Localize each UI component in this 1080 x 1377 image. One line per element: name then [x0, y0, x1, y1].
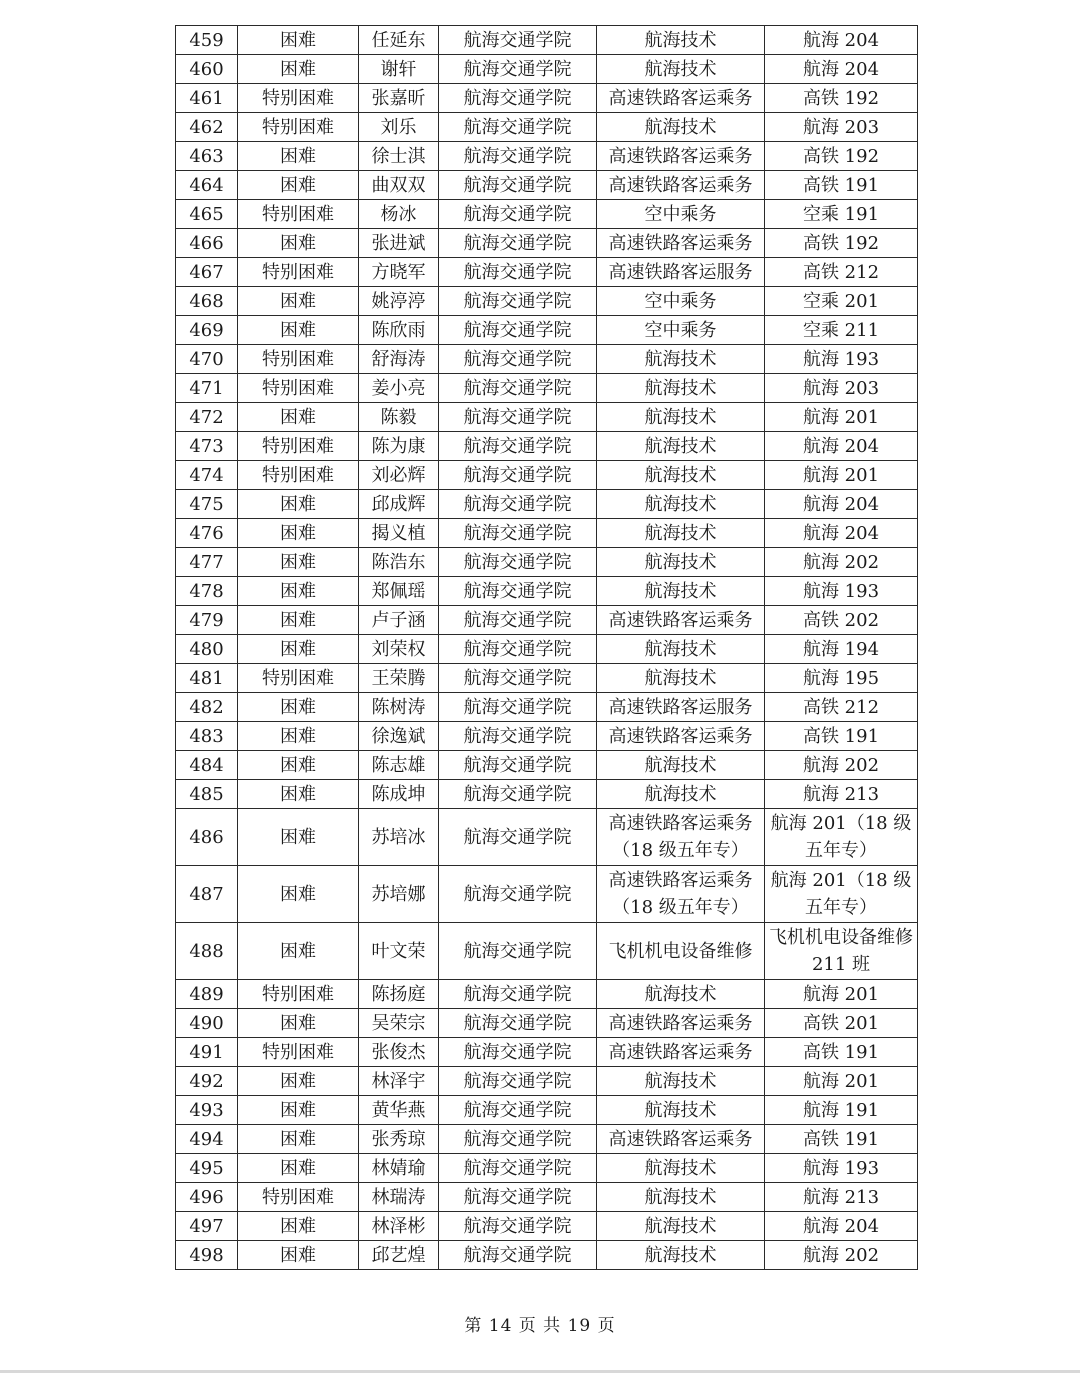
table-row: [176, 1067, 918, 1096]
college-cell: 航海交通学院: [439, 606, 597, 635]
table-row: [176, 548, 918, 577]
row-number-cell: 486: [176, 809, 238, 866]
table-row: [176, 693, 918, 722]
major-cell: 航海技术: [597, 1241, 765, 1270]
row-number-cell: 467: [176, 258, 238, 287]
hardship-level-cell: 困难: [238, 722, 359, 751]
table-row: [176, 1096, 918, 1125]
scan-bottom-edge: [0, 1370, 1080, 1373]
student-name-cell: 陈成坤: [359, 780, 439, 809]
college-cell: 航海交通学院: [439, 171, 597, 200]
row-number-cell: 464: [176, 171, 238, 200]
student-name-cell: 邱成辉: [359, 490, 439, 519]
row-number-cell: 476: [176, 519, 238, 548]
table-row: [176, 923, 918, 980]
major-cell: 飞机机电设备维修: [597, 923, 765, 980]
class-cell: 高铁 191: [765, 1038, 918, 1067]
major-cell: 高速铁路客运乘务: [597, 1009, 765, 1038]
college-cell: 航海交通学院: [439, 548, 597, 577]
table-row: [176, 635, 918, 664]
college-cell: 航海交通学院: [439, 1183, 597, 1212]
major-cell: 航海技术: [597, 664, 765, 693]
college-cell: 航海交通学院: [439, 722, 597, 751]
table-row: [176, 1125, 918, 1154]
hardship-level-cell: 特别困难: [238, 432, 359, 461]
college-cell: 航海交通学院: [439, 316, 597, 345]
college-cell: 航海交通学院: [439, 345, 597, 374]
student-name-cell: 郑佩瑶: [359, 577, 439, 606]
row-number-cell: 487: [176, 866, 238, 923]
major-cell: 航海技术: [597, 1183, 765, 1212]
class-cell: 航海 193: [765, 345, 918, 374]
major-cell: 航海技术: [597, 374, 765, 403]
table-row: [176, 780, 918, 809]
table-row: [176, 84, 918, 113]
college-cell: 航海交通学院: [439, 519, 597, 548]
student-name-cell: 张进斌: [359, 229, 439, 258]
row-number-cell: 461: [176, 84, 238, 113]
hardship-level-cell: 特别困难: [238, 664, 359, 693]
student-name-cell: 张嘉昕: [359, 84, 439, 113]
hardship-level-cell: 特别困难: [238, 1038, 359, 1067]
table-row: [176, 200, 918, 229]
class-cell: 航海 204: [765, 1212, 918, 1241]
major-cell: 航海技术: [597, 548, 765, 577]
hardship-level-cell: 困难: [238, 287, 359, 316]
student-name-cell: 邱艺煌: [359, 1241, 439, 1270]
class-cell: 高铁 192: [765, 142, 918, 171]
college-cell: 航海交通学院: [439, 1038, 597, 1067]
hardship-level-cell: 特别困难: [238, 980, 359, 1009]
row-number-cell: 465: [176, 200, 238, 229]
row-number-cell: 463: [176, 142, 238, 171]
student-name-cell: 杨冰: [359, 200, 439, 229]
class-cell: 航海 202: [765, 751, 918, 780]
table-row: [176, 722, 918, 751]
college-cell: 航海交通学院: [439, 1067, 597, 1096]
hardship-level-cell: 困难: [238, 577, 359, 606]
hardship-level-cell: 困难: [238, 1125, 359, 1154]
student-name-cell: 姜小亮: [359, 374, 439, 403]
class-cell: 航海 202: [765, 1241, 918, 1270]
hardship-level-cell: 困难: [238, 403, 359, 432]
class-cell: 高铁 212: [765, 258, 918, 287]
college-cell: 航海交通学院: [439, 229, 597, 258]
class-cell: 航海 191: [765, 1096, 918, 1125]
table-row: [176, 432, 918, 461]
major-cell: 航海技术: [597, 1212, 765, 1241]
college-cell: 航海交通学院: [439, 780, 597, 809]
college-cell: 航海交通学院: [439, 200, 597, 229]
table-row: [176, 751, 918, 780]
major-cell: 航海技术: [597, 519, 765, 548]
class-cell: 高铁 192: [765, 229, 918, 258]
student-name-cell: 苏培娜: [359, 866, 439, 923]
hardship-level-cell: 困难: [238, 519, 359, 548]
table-row: [176, 577, 918, 606]
major-cell: 航海技术: [597, 432, 765, 461]
table-row: [176, 664, 918, 693]
college-cell: 航海交通学院: [439, 1009, 597, 1038]
college-cell: 航海交通学院: [439, 635, 597, 664]
student-name-cell: 林婧瑜: [359, 1154, 439, 1183]
college-cell: 航海交通学院: [439, 1212, 597, 1241]
table-row: [176, 171, 918, 200]
hardship-level-cell: 困难: [238, 1241, 359, 1270]
major-cell: 高速铁路客运乘务: [597, 142, 765, 171]
major-cell: 航海技术: [597, 1096, 765, 1125]
table-row: [176, 55, 918, 84]
major-cell: 航海技术: [597, 113, 765, 142]
table-row: [176, 866, 918, 923]
class-cell: 航海 201（18 级五年专）: [765, 809, 918, 866]
student-name-cell: 陈毅: [359, 403, 439, 432]
college-cell: 航海交通学院: [439, 113, 597, 142]
class-cell: 航海 194: [765, 635, 918, 664]
major-cell: 航海技术: [597, 635, 765, 664]
table-row: [176, 1154, 918, 1183]
table-row: [176, 980, 918, 1009]
college-cell: 航海交通学院: [439, 142, 597, 171]
hardship-level-cell: 困难: [238, 55, 359, 84]
hardship-level-cell: 特别困难: [238, 113, 359, 142]
major-cell: 高速铁路客运服务: [597, 693, 765, 722]
table-row: [176, 1241, 918, 1270]
student-name-cell: 刘必辉: [359, 461, 439, 490]
college-cell: 航海交通学院: [439, 1154, 597, 1183]
hardship-level-cell: 困难: [238, 780, 359, 809]
row-number-cell: 468: [176, 287, 238, 316]
hardship-level-cell: 困难: [238, 693, 359, 722]
college-cell: 航海交通学院: [439, 1096, 597, 1125]
major-cell: 航海技术: [597, 751, 765, 780]
class-cell: 航海 201（18 级五年专）: [765, 866, 918, 923]
student-name-cell: 陈扬庭: [359, 980, 439, 1009]
major-cell: 航海技术: [597, 403, 765, 432]
college-cell: 航海交通学院: [439, 461, 597, 490]
row-number-cell: 497: [176, 1212, 238, 1241]
major-cell: 航海技术: [597, 55, 765, 84]
major-cell: 高速铁路客运乘务: [597, 606, 765, 635]
row-number-cell: 466: [176, 229, 238, 258]
table-row: [176, 142, 918, 171]
class-cell: 航海 213: [765, 1183, 918, 1212]
row-number-cell: 471: [176, 374, 238, 403]
student-name-cell: 林泽宇: [359, 1067, 439, 1096]
row-number-cell: 495: [176, 1154, 238, 1183]
class-cell: 航海 204: [765, 26, 918, 55]
hardship-level-cell: 困难: [238, 1009, 359, 1038]
row-number-cell: 481: [176, 664, 238, 693]
hardship-level-cell: 困难: [238, 26, 359, 55]
college-cell: 航海交通学院: [439, 1125, 597, 1154]
row-number-cell: 493: [176, 1096, 238, 1125]
student-name-cell: 方晓军: [359, 258, 439, 287]
major-cell: 高速铁路客运乘务: [597, 1125, 765, 1154]
row-number-cell: 474: [176, 461, 238, 490]
table-row: [176, 1009, 918, 1038]
row-number-cell: 462: [176, 113, 238, 142]
class-cell: 航海 202: [765, 548, 918, 577]
student-name-cell: 苏培冰: [359, 809, 439, 866]
table-row: [176, 606, 918, 635]
student-name-cell: 任延东: [359, 26, 439, 55]
college-cell: 航海交通学院: [439, 84, 597, 113]
major-cell: 高速铁路客运乘务（18 级五年专）: [597, 809, 765, 866]
row-number-cell: 483: [176, 722, 238, 751]
college-cell: 航海交通学院: [439, 980, 597, 1009]
table-row: [176, 1038, 918, 1067]
row-number-cell: 473: [176, 432, 238, 461]
table-row: [176, 316, 918, 345]
college-cell: 航海交通学院: [439, 577, 597, 606]
student-name-cell: 陈为康: [359, 432, 439, 461]
table-row: [176, 26, 918, 55]
hardship-level-cell: 特别困难: [238, 200, 359, 229]
student-name-cell: 揭义植: [359, 519, 439, 548]
class-cell: 航海 204: [765, 432, 918, 461]
table-row: [176, 461, 918, 490]
college-cell: 航海交通学院: [439, 923, 597, 980]
major-cell: 空中乘务: [597, 316, 765, 345]
major-cell: 高速铁路客运服务: [597, 258, 765, 287]
hardship-level-cell: 困难: [238, 548, 359, 577]
college-cell: 航海交通学院: [439, 866, 597, 923]
major-cell: 高速铁路客运乘务: [597, 229, 765, 258]
class-cell: 航海 203: [765, 374, 918, 403]
row-number-cell: 480: [176, 635, 238, 664]
row-number-cell: 459: [176, 26, 238, 55]
table-row: [176, 287, 918, 316]
class-cell: 高铁 201: [765, 1009, 918, 1038]
student-aid-table: [175, 25, 918, 1270]
table-body: [176, 26, 918, 1270]
class-cell: 高铁 191: [765, 171, 918, 200]
class-cell: 航海 201: [765, 403, 918, 432]
student-name-cell: 林瑞涛: [359, 1183, 439, 1212]
row-number-cell: 489: [176, 980, 238, 1009]
hardship-level-cell: 特别困难: [238, 258, 359, 287]
student-name-cell: 黄华燕: [359, 1096, 439, 1125]
major-cell: 航海技术: [597, 345, 765, 374]
hardship-level-cell: 困难: [238, 1154, 359, 1183]
class-cell: 高铁 202: [765, 606, 918, 635]
college-cell: 航海交通学院: [439, 1241, 597, 1270]
class-cell: 航海 195: [765, 664, 918, 693]
major-cell: 高速铁路客运乘务（18 级五年专）: [597, 866, 765, 923]
college-cell: 航海交通学院: [439, 403, 597, 432]
table-row: [176, 519, 918, 548]
student-name-cell: 曲双双: [359, 171, 439, 200]
college-cell: 航海交通学院: [439, 55, 597, 84]
table-row: [176, 403, 918, 432]
class-cell: 航海 201: [765, 1067, 918, 1096]
hardship-level-cell: 困难: [238, 923, 359, 980]
major-cell: 航海技术: [597, 1154, 765, 1183]
college-cell: 航海交通学院: [439, 374, 597, 403]
student-name-cell: 王荣腾: [359, 664, 439, 693]
row-number-cell: 490: [176, 1009, 238, 1038]
student-name-cell: 陈浩东: [359, 548, 439, 577]
major-cell: 空中乘务: [597, 287, 765, 316]
college-cell: 航海交通学院: [439, 26, 597, 55]
row-number-cell: 482: [176, 693, 238, 722]
student-name-cell: 徐逸斌: [359, 722, 439, 751]
college-cell: 航海交通学院: [439, 287, 597, 316]
major-cell: 航海技术: [597, 1067, 765, 1096]
hardship-level-cell: 困难: [238, 1067, 359, 1096]
hardship-level-cell: 困难: [238, 1096, 359, 1125]
class-cell: 空乘 211: [765, 316, 918, 345]
table-row: [176, 809, 918, 866]
student-name-cell: 林泽彬: [359, 1212, 439, 1241]
class-cell: 航海 213: [765, 780, 918, 809]
row-number-cell: 479: [176, 606, 238, 635]
hardship-level-cell: 特别困难: [238, 461, 359, 490]
hardship-level-cell: 特别困难: [238, 374, 359, 403]
hardship-level-cell: 特别困难: [238, 1183, 359, 1212]
hardship-level-cell: 困难: [238, 316, 359, 345]
row-number-cell: 494: [176, 1125, 238, 1154]
student-name-cell: 谢轩: [359, 55, 439, 84]
hardship-level-cell: 特别困难: [238, 345, 359, 374]
hardship-level-cell: 困难: [238, 229, 359, 258]
major-cell: 高速铁路客运乘务: [597, 171, 765, 200]
page-footer: 第 14 页 共 19 页: [464, 1316, 616, 1336]
class-cell: 高铁 191: [765, 1125, 918, 1154]
major-cell: 航海技术: [597, 980, 765, 1009]
row-number-cell: 477: [176, 548, 238, 577]
major-cell: 航海技术: [597, 577, 765, 606]
student-name-cell: 陈欣雨: [359, 316, 439, 345]
student-name-cell: 卢子涵: [359, 606, 439, 635]
row-number-cell: 460: [176, 55, 238, 84]
student-name-cell: 刘乐: [359, 113, 439, 142]
class-cell: 高铁 191: [765, 722, 918, 751]
major-cell: 航海技术: [597, 461, 765, 490]
table-row: [176, 229, 918, 258]
student-name-cell: 徐士淇: [359, 142, 439, 171]
row-number-cell: 472: [176, 403, 238, 432]
table-row: [176, 1183, 918, 1212]
row-number-cell: 498: [176, 1241, 238, 1270]
class-cell: 高铁 212: [765, 693, 918, 722]
major-cell: 空中乘务: [597, 200, 765, 229]
row-number-cell: 484: [176, 751, 238, 780]
major-cell: 航海技术: [597, 490, 765, 519]
row-number-cell: 475: [176, 490, 238, 519]
class-cell: 航海 204: [765, 519, 918, 548]
hardship-level-cell: 困难: [238, 751, 359, 780]
student-name-cell: 陈树涛: [359, 693, 439, 722]
hardship-level-cell: 特别困难: [238, 84, 359, 113]
table-row: [176, 345, 918, 374]
student-name-cell: 姚渟渟: [359, 287, 439, 316]
college-cell: 航海交通学院: [439, 432, 597, 461]
major-cell: 航海技术: [597, 780, 765, 809]
row-number-cell: 485: [176, 780, 238, 809]
row-number-cell: 488: [176, 923, 238, 980]
student-name-cell: 陈志雄: [359, 751, 439, 780]
college-cell: 航海交通学院: [439, 809, 597, 866]
class-cell: 航海 201: [765, 980, 918, 1009]
class-cell: 空乘 201: [765, 287, 918, 316]
class-cell: 航海 193: [765, 1154, 918, 1183]
hardship-level-cell: 困难: [238, 635, 359, 664]
hardship-level-cell: 困难: [238, 490, 359, 519]
student-name-cell: 叶文荣: [359, 923, 439, 980]
row-number-cell: 491: [176, 1038, 238, 1067]
table-row: [176, 374, 918, 403]
row-number-cell: 478: [176, 577, 238, 606]
row-number-cell: 470: [176, 345, 238, 374]
table-row: [176, 490, 918, 519]
class-cell: 航海 201: [765, 461, 918, 490]
college-cell: 航海交通学院: [439, 693, 597, 722]
table-row: [176, 258, 918, 287]
row-number-cell: 469: [176, 316, 238, 345]
hardship-level-cell: 困难: [238, 1212, 359, 1241]
table-row: [176, 113, 918, 142]
student-name-cell: 吴荣宗: [359, 1009, 439, 1038]
major-cell: 高速铁路客运乘务: [597, 1038, 765, 1067]
college-cell: 航海交通学院: [439, 258, 597, 287]
hardship-level-cell: 困难: [238, 171, 359, 200]
college-cell: 航海交通学院: [439, 490, 597, 519]
student-name-cell: 舒海涛: [359, 345, 439, 374]
class-cell: 高铁 192: [765, 84, 918, 113]
student-name-cell: 刘荣权: [359, 635, 439, 664]
hardship-level-cell: 困难: [238, 606, 359, 635]
row-number-cell: 496: [176, 1183, 238, 1212]
student-name-cell: 张秀琼: [359, 1125, 439, 1154]
major-cell: 高速铁路客运乘务: [597, 722, 765, 751]
major-cell: 高速铁路客运乘务: [597, 84, 765, 113]
row-number-cell: 492: [176, 1067, 238, 1096]
college-cell: 航海交通学院: [439, 664, 597, 693]
hardship-level-cell: 困难: [238, 866, 359, 923]
major-cell: 航海技术: [597, 26, 765, 55]
class-cell: 航海 193: [765, 577, 918, 606]
class-cell: 航海 203: [765, 113, 918, 142]
student-name-cell: 张俊杰: [359, 1038, 439, 1067]
class-cell: 空乘 191: [765, 200, 918, 229]
hardship-level-cell: 困难: [238, 809, 359, 866]
hardship-level-cell: 困难: [238, 142, 359, 171]
table-row: [176, 1212, 918, 1241]
class-cell: 航海 204: [765, 55, 918, 84]
class-cell: 航海 204: [765, 490, 918, 519]
college-cell: 航海交通学院: [439, 751, 597, 780]
class-cell: 飞机机电设备维修 211 班: [765, 923, 918, 980]
